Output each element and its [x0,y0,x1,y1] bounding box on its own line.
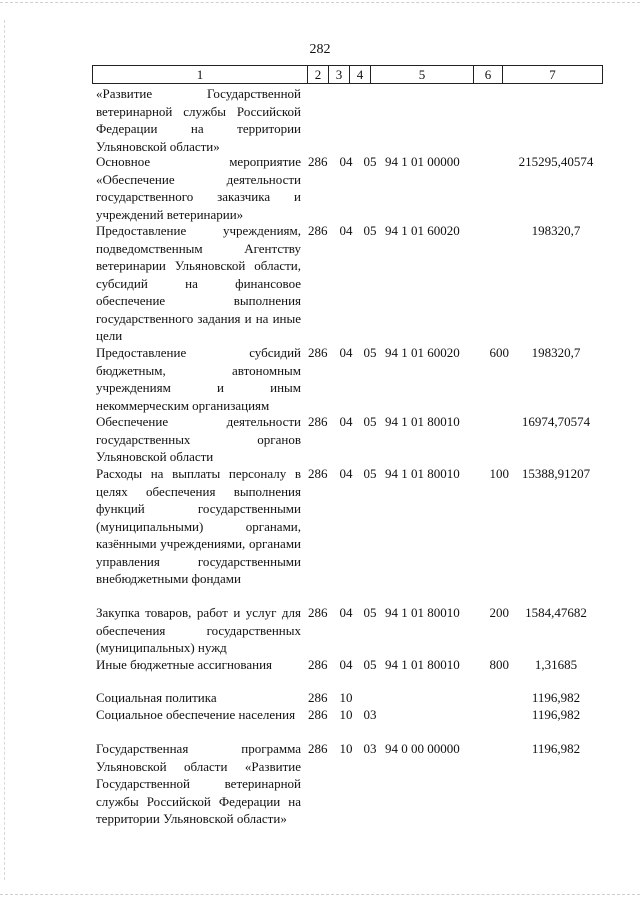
row-amount: 1196,982 [531,690,581,705]
row-ministry-code: 286 [308,466,328,481]
row-section-code: 04 [339,223,353,238]
row-expense-type: 200 [489,605,509,620]
scan-edge-bottom [0,894,640,898]
header-col-7: 7 [503,66,603,84]
row-description: Основное мероприятие «Обеспечение деятельности государственного заказчика и учреждений ветеринарии» [96,154,301,222]
row-section-code: 10 [339,707,353,722]
row-expense-type: 100 [489,466,509,481]
row-description: Социальная политика [96,690,217,705]
row-amount: 1196,982 [531,707,581,722]
row-description: Предоставление субсидий бюджетным, автономным учреждениям и иным некоммерческим организациям [96,345,301,413]
scan-edge-top [0,2,640,6]
row-ministry-code: 286 [308,414,328,429]
row-subsection-code: 05 [363,345,377,360]
row-amount: 198320,7 [531,223,581,238]
scan-edge-left [4,20,6,880]
row-ministry-code: 286 [308,741,328,756]
row-expense-type: 800 [489,657,509,672]
row-target-code: 94 1 01 80010 [385,605,460,620]
row-ministry-code: 286 [308,690,328,705]
row-amount: 198320,7 [531,345,581,360]
row-description: Государственная программа Ульяновской области «Развитие Государственной ветеринарной службы Российской Федерации на территории Ульяновской области» [96,741,301,826]
row-target-code: 94 1 01 80010 [385,414,460,429]
row-amount: 16974,70574 [521,414,591,429]
row-target-code: 94 1 01 80010 [385,657,460,672]
row-expense-type: 600 [489,345,509,360]
row-description: Расходы на выплаты персоналу в целях обеспечения выполнения функций государственными (муниципальными) органами, казёнными учреждениями, органами управления государственными внебюджетными фондами [96,466,301,586]
row-ministry-code: 286 [308,657,328,672]
row-amount: 1196,982 [531,741,581,756]
header-row [93,66,603,84]
row-ministry-code: 286 [308,223,328,238]
row-subsection-code: 03 [363,741,377,756]
row-amount: 15388,91207 [521,466,591,481]
row-target-code: 94 0 00 00000 [385,741,460,756]
row-ministry-code: 286 [308,605,328,620]
row-ministry-code: 286 [308,154,328,169]
row-subsection-code: 05 [363,657,377,672]
row-description: Предоставление учреждениям, подведомственным Агентству ветеринарии Ульяновской области, субсидий на финансовое обеспечение выполнения государственного задания и на иные цели [96,223,301,343]
row-section-code: 04 [339,345,353,360]
row-subsection-code: 03 [363,707,377,722]
row-subsection-code: 05 [363,414,377,429]
row-amount: 215295,40574 [518,154,594,169]
header-col-1: 1 [93,66,308,84]
column-header-table [92,65,603,84]
row-ministry-code: 286 [308,707,328,722]
row-amount: 1,31685 [534,657,578,672]
row-description: «Развитие Государственной ветеринарной службы Российской Федерации на территории Ульяновской области» [96,86,301,154]
row-section-code: 10 [339,690,353,705]
row-target-code: 94 1 01 60020 [385,223,460,238]
row-description: Закупка товаров, работ и услуг для обеспечения государственных (муниципальных) нужд [96,605,301,655]
row-subsection-code: 05 [363,605,377,620]
page-number: 282 [309,42,331,57]
row-amount: 1584,47682 [525,605,587,620]
header-col-4: 4 [350,66,371,84]
header-col-6: 6 [474,66,503,84]
row-section-code: 04 [339,657,353,672]
row-description: Социальное обеспечение населения [96,707,296,722]
row-section-code: 04 [339,414,353,429]
row-subsection-code: 05 [363,223,377,238]
row-description: Иные бюджетные ассигнования [96,657,273,672]
row-target-code: 94 1 01 60020 [385,345,460,360]
row-section-code: 04 [339,154,353,169]
row-section-code: 04 [339,466,353,481]
row-target-code: 94 1 01 80010 [385,466,460,481]
row-ministry-code: 286 [308,345,328,360]
row-description: Обеспечение деятельности государственных органов Ульяновской области [96,414,301,464]
row-subsection-code: 05 [363,466,377,481]
row-section-code: 04 [339,605,353,620]
row-section-code: 10 [339,741,353,756]
header-col-3: 3 [329,66,350,84]
row-target-code: 94 1 01 00000 [385,154,460,169]
header-col-5: 5 [371,66,474,84]
header-col-2: 2 [308,66,329,84]
row-subsection-code: 05 [363,154,377,169]
